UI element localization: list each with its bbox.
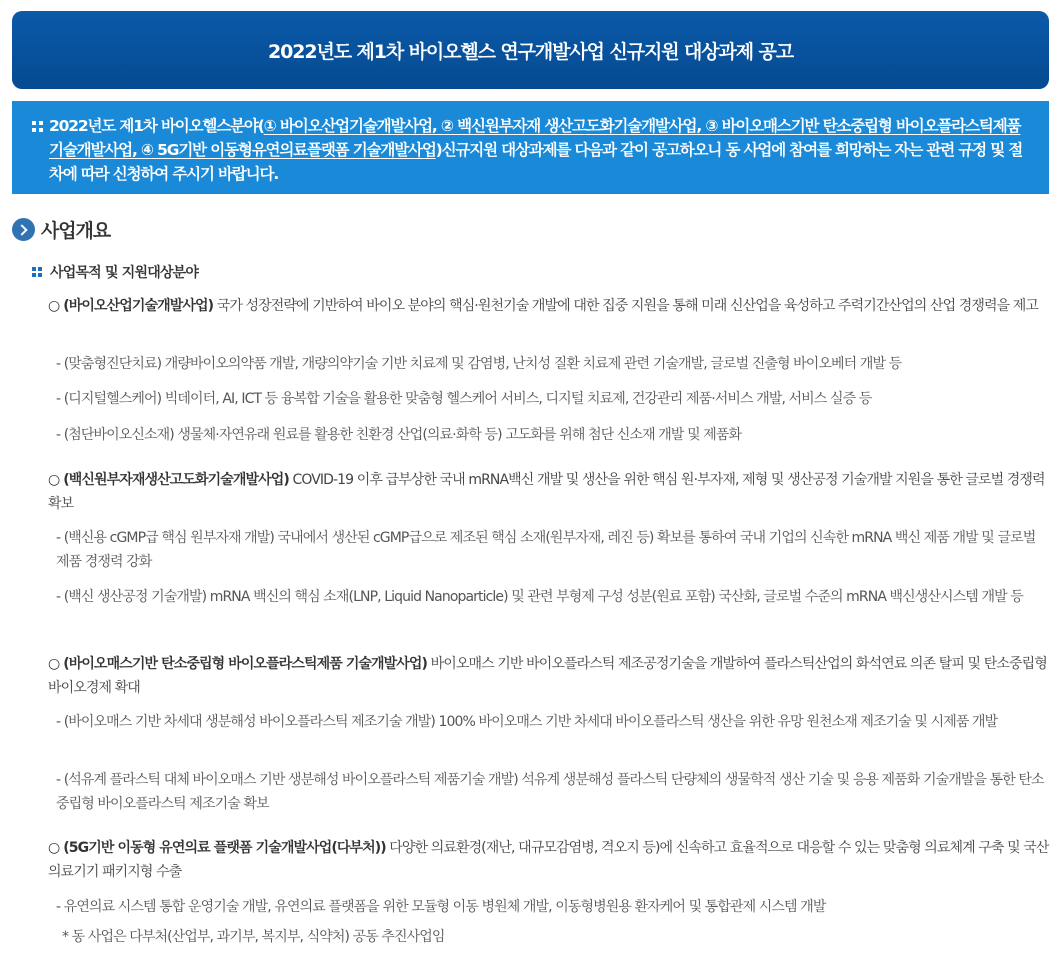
chevron-right-icon: [12, 218, 35, 241]
square-bullet-icon: [32, 121, 49, 132]
program-item: - (백신용 cGMP급 핵심 원부자재 개발) 국내에서 생산된 cGMP급으로 제조된 핵심 소재(원부자재, 레진 등) 확보를 통하여 국내 기업의 신속한 mRNA 백신 제품 개발 및 글로벌 제품 경쟁력 강화: [56, 530, 1036, 570]
program-summary: ○ (바이오매스기반 탄소중립형 바이오플라스틱제품 기술개발사업) 바이오매스 기반 바이오플라스틱 제조공정기술을 개발하여 플라스틱산업의 화석연료 의존 탈피 및 탄소중립형 바이오경제 확대: [48, 656, 1047, 696]
program-item: - (디지털헬스케어) 빅데이터, AI, ICT 등 융복합 기술을 활용한 맞춤형 헬스케어 서비스, 디지털 치료제, 건강관리 제품·서비스 개발, 서비스 실증 등: [56, 391, 872, 407]
program-note: * 동 사업은 다부처(산업부, 과기부, 복지부, 식약처) 공동 추진사업임: [62, 929, 445, 945]
program-list-link[interactable]: ① 바이오산업기술개발사업, ② 백신원부자재 생산고도화기술개발사업, ③ 바이오매스기반 탄소중립형 바이오플라스틱제품 기술개발사업, ④ 5G기반 이동형유연의료플랫폼 기술개발사업: [49, 117, 1021, 159]
program-item: - (맞춤형진단치료) 개량바이오의약품 개발, 개량의약기술 기반 치료제 및 감염병, 난치성 질환 치료제 관련 기술개발, 글로벌 진출형 바이오베터 개발 등: [56, 356, 902, 372]
square-bullet-icon: [32, 267, 45, 277]
program-item: - (석유계 플라스틱 대체 바이오매스 기반 생분해성 바이오플라스틱 제품기술 개발) 석유계 생분해성 플라스틱 단량체의 생물학적 생산 기술 및 응용 제품화 기술개발을 통한 탄소중립형 바이오플라스틱 제조기술 확보: [56, 772, 1044, 812]
notice-box: [12, 101, 1049, 194]
subsection-title: 사업목적 및 지원대상분야: [50, 265, 199, 281]
page-title: 2022년도 제1차 바이오헬스 연구개발사업 신규지원 대상과제 공고: [267, 40, 794, 63]
program-summary: ○ (백신원부자재생산고도화기술개발사업) COVID-19 이후 급부상한 국내 mRNA백신 개발 및 생산을 위한 핵심 원·부자재, 제형 및 생산공정 기술개발 지원을 통한 글로벌 경쟁력 확보: [48, 472, 1045, 512]
section-title: 사업개요: [41, 220, 111, 242]
program-item: - (첨단바이오신소재) 생물체·자연유래 원료를 활용한 친환경 산업(의료·화학 등) 고도화를 위해 첨단 신소재 개발 및 제품화: [56, 427, 742, 443]
program-item: - (바이오매스 기반 차세대 생분해성 바이오플라스틱 제조기술 개발) 100% 바이오매스 기반 차세대 바이오플라스틱 생산을 위한 유망 원천소재 제조기술 및 시제품 개발: [56, 714, 998, 730]
program-item: - (백신 생산공정 기술개발) mRNA 백신의 핵심 소재(LNP, Liquid Nanoparticle) 및 관련 부형제 구성 성분(원료 포함) 국산화, 글로벌 수준의 mRNA 백신생산시스템 개발 등: [56, 589, 1023, 605]
subsection-header: [32, 262, 198, 282]
notice-text: 2022년도 제1차 바이오헬스분야(① 바이오산업기술개발사업, ② 백신원부자재 생산고도화기술개발사업, ③ 바이오매스기반 탄소중립형 바이오플라스틱제품 기술개발사업, ④ 5G기반 이동형유연의료플랫폼 기술개발사업)신규지원 대상과제를 다음과 같이 공고하오니 동 사업에 참여를 희망하는 자는 관련 규정 및 절차에 따라 신청하여 주시기 바랍니다.: [49, 117, 1023, 183]
program-summary: ○ (5G기반 이동형 유연의료 플랫폼 기술개발사업(다부처)) 다양한 의료환경(재난, 대규모감염병, 격오지 등)에 신속하고 효율적으로 대응할 수 있는 맞춤형 의료체계 구축 및 국산의료기기 패키지형 수출: [48, 840, 1049, 880]
section-header: [12, 216, 110, 243]
announcement-title-bar: [12, 11, 1049, 89]
program-item: - 유연의료 시스템 통합 운영기술 개발, 유연의료 플랫폼을 위한 모듈형 이동 병원체 개발, 이동형병원용 환자케어 및 통합관제 시스템 개발: [56, 899, 826, 915]
program-summary: ○ (바이오산업기술개발사업) 국가 성장전략에 기반하여 바이오 분야의 핵심·원천기술 개발에 대한 집중 지원을 통해 미래 신산업을 육성하고 주력기간산업의 산업 경쟁력을 제고: [48, 298, 1039, 314]
